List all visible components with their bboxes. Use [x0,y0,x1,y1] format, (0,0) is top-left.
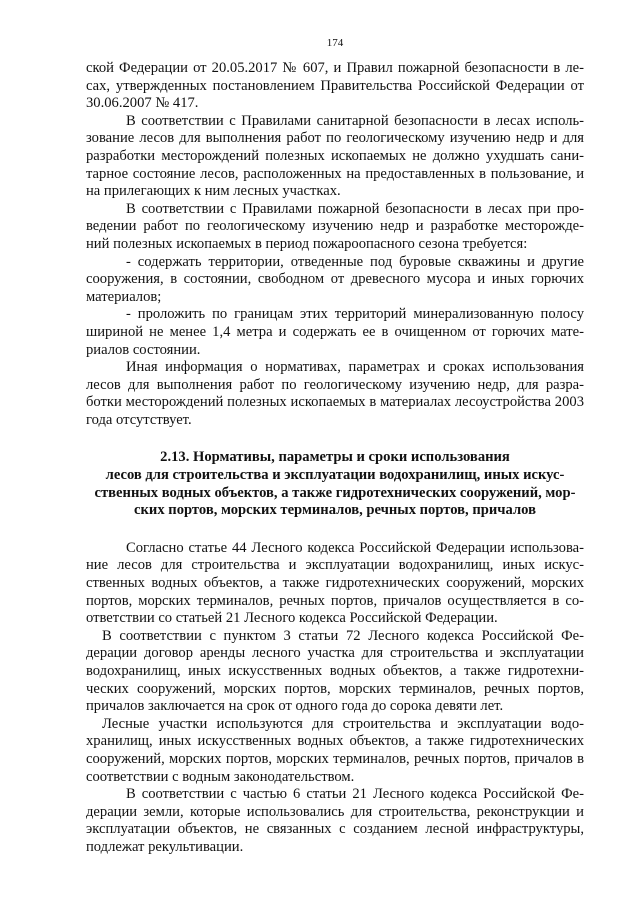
text-line: сооружения, в состоянии, свободном от древесного мусора и иных горючих [86,271,584,288]
text-line: В соответствии с Правилами пожарной безопасности в лесах при про- [126,200,584,217]
text-line: эксплуатации объектов, не связанных с созданием лесной инфраструктуры, [86,821,584,838]
text-line: водохранилищ, иных искусственных водных объектов, а также гидротехни- [86,663,584,679]
paragraph [86,60,584,113]
text-line: лесов для выполнения работ по геологическому изучению недр, для разра- [86,376,584,393]
paragraph [86,628,584,716]
text-line: сах, утвержденных постановлением Правительства Российской Федерации от [86,77,584,94]
text-line: ответствии со статьей 21 Лесного кодекса Российской Федерации. [86,610,498,627]
text-line: разработки месторождений полезных ископаемых не должно ухудшать сани- [86,147,584,164]
text-line: тарное состояние лесов, расположенных на предоставленных в пользование, [86,165,572,182]
paragraph [86,786,584,856]
page-number: 174 [326,37,344,49]
text-line: - проложить по границам этих территорий минерализованную полосу [126,306,584,323]
paragraph [86,306,584,359]
paragraph [86,716,584,786]
paragraph [86,113,584,201]
heading-line: ственных водных объектов, а также гидротехнических сооружений, мор- [94,484,576,501]
text-line: портов, морских терминалов, речных портов, причалов осуществляется в со- [86,592,584,609]
paragraph [86,254,584,307]
text-line: Согласно статье 44 Лесного кодекса Российской Федерации использова- [126,539,584,556]
text-line: 30.06.2007 № 417. [86,95,199,112]
paragraph [86,540,584,628]
text-line: ведении работ по геологическому изучению недр и разработке месторожде- [86,218,584,235]
text-line: подлежат рекультивации. [86,838,244,855]
text-line: - содержать территории, отведенные под буровые скважины и другие [126,253,584,270]
heading-line: 2.13. Нормативы, параметры и сроки использования [160,449,510,466]
bottom-text-block [86,540,584,857]
text-line: дерации договор аренды лесного участка для строительства и эксплуатации [86,645,584,662]
text-line: риалов состоянии. [86,341,201,358]
heading-line: ских портов, морских терминалов, речных портов, причалов [134,502,536,519]
text-line: сооружений, морских портов, морских терминалов, речных портов, причалов [86,750,573,767]
top-text-block [86,60,584,429]
text-line: шириной не менее 1,4 метра и содержать ее в очищенном от горючих мате- [86,323,584,340]
text-line: ние лесов для строительства и эксплуатации водохранилищ, иных искус- [86,557,584,574]
text-line: В соответствии с пунктом 3 статьи 72 Лесного кодекса Российской Фе- [102,627,584,644]
text-line: в соответствии с водным законодательством. [86,750,584,785]
text-line: причалов заключается на срок от одного года до сорока девяти лет. [86,698,504,715]
section-heading [86,449,584,519]
text-line: ботки месторождений полезных ископаемых в материалах лесоустройства [86,394,551,411]
text-line: материалов; [86,288,162,305]
text-line: ний полезных ископаемых в период пожароопасного сезона требуется: [86,235,528,252]
text-line: ской Федерации от 20.05.2017 № 607, и Правил пожарной безопасности в ле- [86,60,584,76]
text-line: зование лесов для выполнения работ по геологическому изучению недр и для [86,130,584,147]
text-line: дерации земли, которые использовались для строительства, реконструкции и [86,803,584,820]
text-line: Иная информация о нормативах, параметрах и сроках использования [126,359,584,376]
paragraph [86,201,584,254]
text-line: и на прилегающих к ним лесных участках. [86,165,584,200]
text-line: Лесные участки используются для строительства и эксплуатации водо- [102,715,584,732]
text-line: хранилищ, иных искусственных водных объектов, а также гидротехнических [86,733,584,750]
text-line: ственных водных объектов, а также гидротехнических сооружений, морских [86,575,584,592]
heading-line: лесов для строительства и эксплуатации водохранилищ, иных искус- [105,467,565,484]
text-line: ческих сооружений, морских портов, морских терминалов, речных портов, [86,680,584,697]
text-line: 2003 года отсутствует. [86,394,584,428]
text-line: В соответствии с Правилами санитарной безопасности в лесах исполь- [126,112,584,129]
paragraph [86,359,584,429]
text-line: В соответствии с частью 6 статьи 21 Лесного кодекса Российской Фе- [126,786,584,803]
